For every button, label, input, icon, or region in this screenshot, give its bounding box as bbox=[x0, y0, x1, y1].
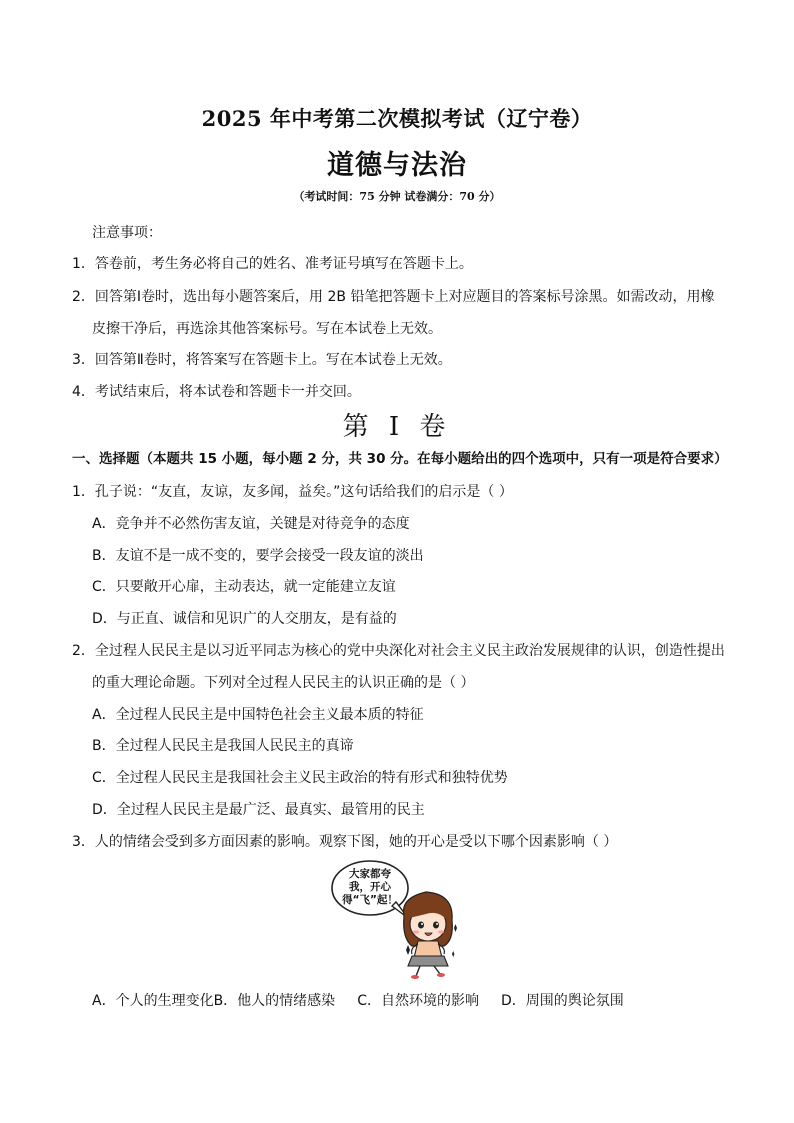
part-title: 第 I 卷 bbox=[342, 412, 452, 442]
note-item-1: 1．答卷前，考生务必将自己的姓名、准考证号填写在答题卡上。 bbox=[72, 256, 473, 272]
exam-title: 2025 年中考第二次模拟考试（辽宁卷） bbox=[201, 106, 593, 131]
question-2-option-d: D．全过程人民民主是最广泛、最真实、最管用的民主 bbox=[92, 802, 425, 818]
happy-girl-illustration bbox=[326, 858, 466, 980]
question-2-option-b: B．全过程人民民主是我国人民民主的真谛 bbox=[92, 738, 354, 754]
note-item-3: 3．回答第Ⅱ卷时，将答案写在答题卡上。写在本试卷上无效。 bbox=[72, 352, 452, 368]
note-item-2: 2．回答第Ⅰ卷时，选出每小题答案后，用 2B 铅笔把答题卡上对应题目的答案标号涂黑。如需改动，用橡 bbox=[72, 289, 715, 305]
question-2-option-a: A．全过程人民民主是中国特色社会主义最本质的特征 bbox=[92, 707, 424, 723]
bubble-line-2: 我，开心 bbox=[349, 881, 391, 893]
question-3-option-c: C．自然环境的影响 bbox=[357, 993, 479, 1009]
question-1-option-a: A．竞争并不必然伤害友谊，关键是对待竞争的态度 bbox=[92, 516, 410, 532]
question-1-option-b: B．友谊不是一成不变的，要学会接受一段友谊的淡出 bbox=[92, 548, 424, 564]
question-2-option-c: C．全过程人民民主是我国社会主义民主政治的特有形式和独特优势 bbox=[92, 770, 508, 786]
question-3-option-d: D．周围的舆论氛围 bbox=[500, 993, 624, 1009]
question-2-stem: 2．全过程人民民主是以习近平同志为核心的党中央深化对社会主义民主政治发展规律的认识，创造性提出 bbox=[72, 643, 725, 659]
question-1-option-c: C．只要敞开心扉，主动表达，就一定能建立友谊 bbox=[92, 579, 396, 595]
question-1-stem: 1．孔子说：“友直，友谅，友多闻，益矣。”这句话给我们的启示是（ ） bbox=[72, 484, 513, 500]
subject-title: 道德与法治 bbox=[327, 150, 467, 181]
note-item-4: 4．考试结束后，将本试卷和答题卡一并交回。 bbox=[72, 384, 361, 400]
bubble-line-1: 大家都夸 bbox=[349, 868, 391, 880]
question-3-options bbox=[92, 990, 624, 1010]
question-1-option-d: D．与正直、诚信和见识广的人交朋友，是有益的 bbox=[92, 611, 397, 627]
question-3-stem: 3．人的情绪会受到多方面因素的影响。观察下图，她的开心是受以下哪个因素影响（ ） bbox=[72, 834, 618, 850]
question-2-stem-cont: 的重大理论命题。下列对全过程人民民主的认识正确的是（ ） bbox=[92, 675, 475, 691]
question-3-option-b: B．他人的情绪感染 bbox=[213, 993, 336, 1009]
section-heading: 一、选择题（本题共 15 小题，每小题 2 分，共 30 分。在每小题给出的四个选项中，只有一项是符合要求） bbox=[72, 451, 728, 467]
bubble-line-3: 得“飞”起！ bbox=[342, 894, 398, 906]
notes-heading: 注意事项： bbox=[92, 225, 162, 241]
question-3-option-a: A．个人的生理变化 bbox=[92, 993, 214, 1009]
note-item-2-cont: 皮擦干净后，再选涂其他答案标号。写在本试卷上无效。 bbox=[92, 321, 442, 337]
exam-info: （考试时间：75 分钟 试卷满分：70 分） bbox=[293, 190, 501, 203]
